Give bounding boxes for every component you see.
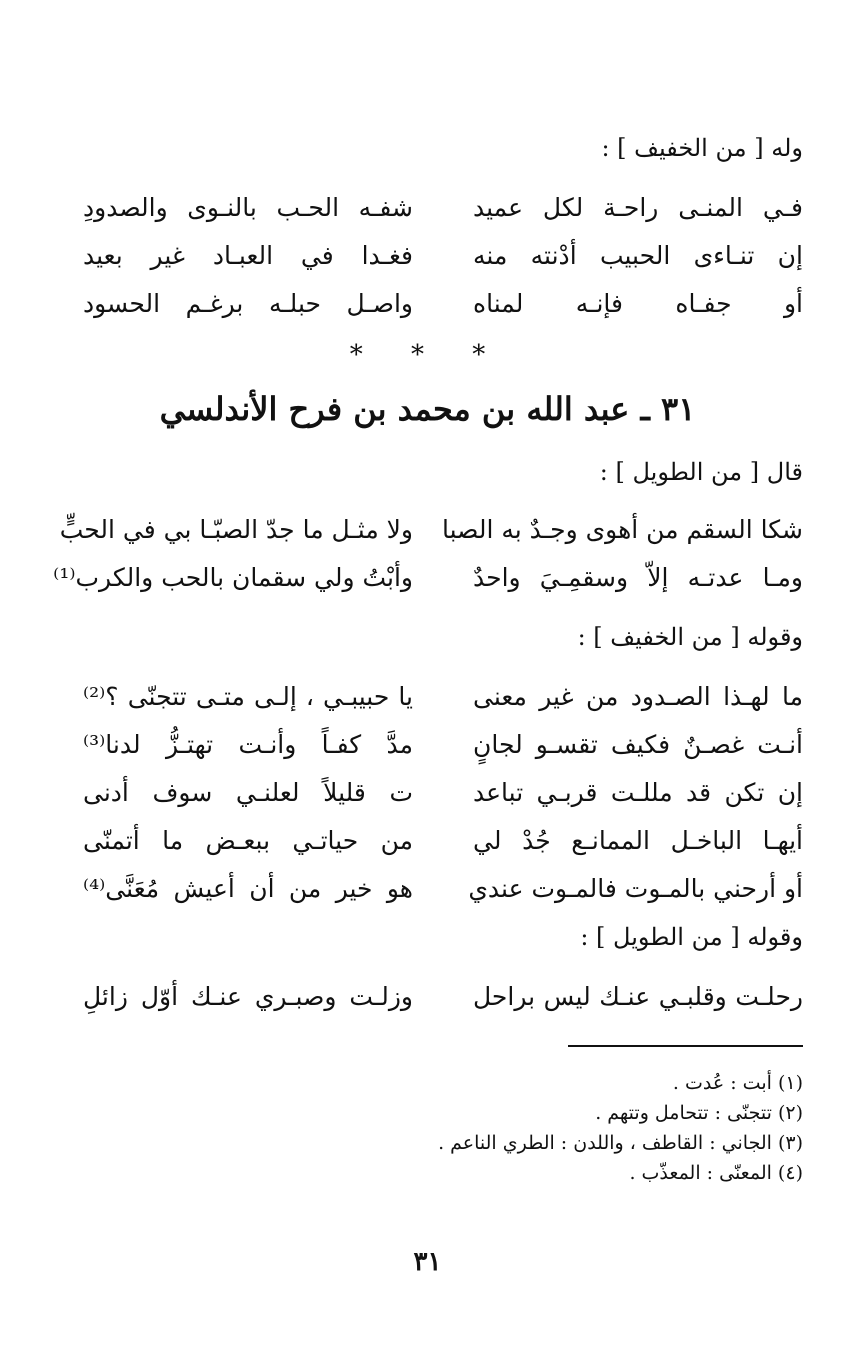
footnotes: [303, 1068, 803, 1188]
verse-line: [83, 279, 803, 327]
first-hemistich: ومـا عدتـه إلاّ وسقمِـيَ واحدٌ: [473, 562, 803, 592]
first-hemistich: أنـت غصـنٌ فكيف تقسـو لجانٍ: [473, 729, 803, 759]
verse-line: [83, 768, 803, 816]
verse-line: [53, 553, 803, 601]
verse-line: [83, 864, 803, 912]
second-hemistich: ولا مثـل ما جدّ الصبّـا بي في الحبٍّ: [59, 514, 413, 544]
first-hemistich: إن تكن قد مللـت قربـي تباعد: [473, 777, 803, 807]
poem-verses: [83, 972, 803, 1020]
second-hemistich: مدَّ كفـاً وأنـت تهتـزُّ لدنا⁽³⁾: [83, 729, 413, 759]
first-hemistich: شكا السقم من أهوى وجـدٌ به الصبا: [442, 514, 803, 544]
verse-line: [83, 231, 803, 279]
footnote: (٢) تتجنّى : تتحامل وتتهم .: [595, 1102, 803, 1124]
poem-verses: [83, 672, 803, 912]
first-hemistich: أيهـا الباخـل الممانـع جُدْ لي: [473, 825, 803, 855]
second-hemistich: ت قليلاً لعلنـي سوف أدنى: [83, 777, 413, 807]
verse-line: [83, 720, 803, 768]
second-hemistich: شفـه الحـب بالنـوى والصدودِ: [83, 192, 413, 222]
section-heading: ٣١ ـ عبد الله بن محمد بن فرح الأندلسي: [159, 390, 696, 428]
verse-line: [83, 672, 803, 720]
footnote-rule: [568, 1045, 803, 1047]
second-hemistich: هو خير من أن أعيش مُعَنَّى⁽⁴⁾: [83, 873, 413, 903]
second-hemistich: واصـل حبلـه برغـم الحسود: [83, 288, 413, 318]
poem-intro: وقوله [ من الخفيف ] :: [577, 623, 803, 651]
footnote: (١) أبت : عُدت .: [672, 1072, 803, 1094]
first-hemistich: ما لهـذا الصـدود من غير معنى: [473, 681, 803, 711]
footnote: (٤) المعنّى : المعذّب .: [629, 1162, 803, 1184]
first-hemistich: أو أرحني بالمـوت فالمـوت عندي: [468, 873, 803, 903]
second-hemistich: من حياتـي ببعـض ما أتمنّى: [83, 825, 413, 855]
verse-line: [59, 505, 803, 553]
verse-line: [83, 183, 803, 231]
first-hemistich: فـي المنـى راحـة لكل عميد: [473, 192, 803, 222]
poem-intro: وله [ من الخفيف ] :: [601, 134, 803, 162]
poem-verses: [83, 183, 803, 327]
poem-intro: وقوله [ من الطويل ] :: [580, 923, 803, 951]
second-hemistich: فغـدا في العبـاد غير بعيد: [83, 240, 413, 270]
footnote: (٣) الجاني : القاطف ، واللدن : الطري الناعم .: [438, 1132, 803, 1154]
verse-line: [83, 816, 803, 864]
poem-intro: قال [ من الطويل ] :: [599, 458, 803, 486]
second-hemistich: وزلـت وصبـري عنـك أوّل زائلِ: [83, 981, 413, 1011]
verse-line: [83, 972, 803, 1020]
first-hemistich: أو جفـاه فإنـه لمناه: [473, 288, 803, 318]
second-hemistich: يا حبيبـي ، إلـى متـى تتجنّى ؟⁽²⁾: [83, 681, 413, 711]
first-hemistich: رحلـت وقلبـي عنـك ليس براحل: [473, 981, 803, 1011]
poem-verses: [53, 505, 803, 601]
page-number: ٣١: [413, 1247, 442, 1277]
second-hemistich: وأبْتُ ولي سقمان بالحب والكرب⁽¹⁾: [53, 562, 413, 592]
section-divider: * * *: [349, 340, 506, 370]
first-hemistich: إن تنـاءى الحبيب أدْنته منه: [473, 240, 803, 270]
